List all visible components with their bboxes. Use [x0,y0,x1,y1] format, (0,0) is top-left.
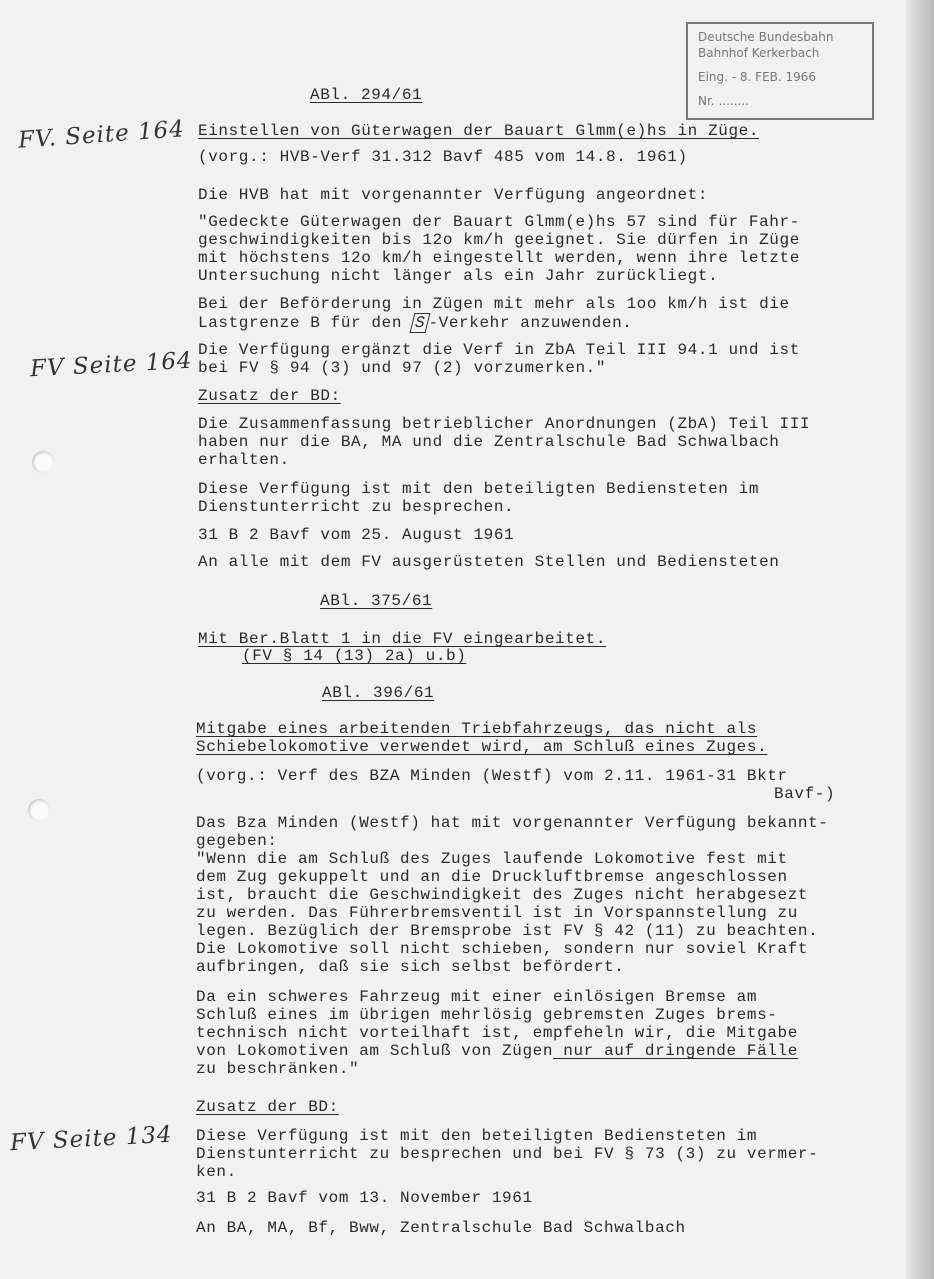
quote-line: "Gedeckte Güterwagen der Bauart Glmm(e)hs 57 sind für Fahr- [198,213,800,231]
paragraph-line: gegeben: [196,832,278,850]
section-title: Einstellen von Güterwagen der Bauart Glmm(e)hs in Züge. [198,122,760,140]
zusatz-heading: Zusatz der BD: [196,1098,339,1116]
paragraph-line: ken. [196,1163,237,1181]
quote-line: "Wenn die am Schluß des Zuges laufende Lokomotive fest mit [196,850,788,868]
paragraph-line: Mit Ber.Blatt 1 in die FV eingearbeitet. [198,630,607,648]
abl-heading: ABl. 396/61 [322,684,435,702]
stamp-line: Nr. ........ [698,94,749,108]
paragraph-line: von Lokomotiven am Schluß von Zügen nur auf dringende Fälle [196,1042,798,1060]
paragraph-line: zu beschränken." [196,1060,360,1078]
paragraph-line: Dienstunterricht zu besprechen und bei FV § 73 (3) zu vermer- [196,1145,819,1163]
page-edge [906,0,934,1279]
receipt-stamp [686,22,874,120]
abl-heading: ABl. 375/61 [320,592,433,610]
punch-hole [32,451,54,473]
quote-line: aufbringen, daß sie sich selbst befördert. [196,958,625,976]
paragraph-line: technisch nicht vorteilhaft ist, empfeheln wir, die Mitgabe [196,1024,798,1042]
quote-line: Untersuchung nicht länger als ein Jahr zurückliegt. [198,267,719,285]
reference: (vorg.: Verf des BZA Minden (Westf) vom 2.11. 1961-31 Bktr [196,767,788,785]
margin-note: FV. Seite 164 [17,116,186,154]
quote-line: zu werden. Das Führerbremsventil ist in Vorspannstellung zu [196,904,798,922]
distribution-line: An alle mit dem FV ausgerüsteten Stellen und Bediensteten [198,553,780,571]
paragraph-line: Schluß eines im übrigen mehrlösig gebremsten Zuges brems- [196,1006,778,1024]
quote-line: ist, braucht die Geschwindigkeit des Zuges nicht herabgesezt [196,886,809,904]
date-line: 31 B 2 Bavf vom 25. August 1961 [198,526,515,544]
paragraph-line: Diese Verfügung ist mit den beteiligten Bediensteten im [198,480,760,498]
paragraph-line: haben nur die BA, MA und die Zentralschule Bad Schwalbach [198,433,780,451]
section-title: Schiebelokomotive verwendet wird, am Schluß eines Zuges. [196,738,768,756]
paragraph-line: Dienstunterricht zu besprechen. [198,498,515,516]
quote-line: mit höchstens 12o km/h eingestellt werden, wenn ihre letzte [198,249,800,267]
quote-line: geschwindigkeiten bis 12o km/h geeignet. Sie dürfen in Züge [198,231,800,249]
paragraph-line: Die HVB hat mit vorgenannter Verfügung angeordnet: [198,186,709,204]
stamp-line: Bahnhof Kerkerbach [698,46,820,60]
margin-note: FV Seite 164 [29,347,194,383]
quote-line: Die Lokomotive soll nicht schieben, sondern nur soviel Kraft [196,940,809,958]
paragraph-line: Die Zusammenfassung betrieblicher Anordnungen (ZbA) Teil III [198,415,811,433]
zusatz-heading: Zusatz der BD: [198,387,341,405]
paragraph-line: (FV § 14 (13) 2a) u.b) [242,647,467,665]
date-line: 31 B 2 Bavf vom 13. November 1961 [196,1189,533,1207]
paragraph-line: Bei der Beförderung in Zügen mit mehr als 1oo km/h ist die [198,295,790,313]
quote-line: legen. Bezüglich der Bremsprobe ist FV § 42 (11) zu beachten. [196,922,819,940]
quote-line: dem Zug gekuppelt und an die Druckluftbremse angeschlossen [196,868,788,886]
paragraph-line: Diese Verfügung ist mit den beteiligten Bediensteten im [196,1127,758,1145]
paragraph-line: Die Verfügung ergänzt die Verf in ZbA Teil III 94.1 und ist [198,341,800,359]
paragraph-line: erhalten. [198,451,290,469]
distribution-line: An BA, MA, Bf, Bww, Zentralschule Bad Schwalbach [196,1219,686,1237]
reference: (vorg.: HVB-Verf 31.312 Bavf 485 vom 14.8. 1961) [198,148,688,166]
paragraph-line: Lastgrenze B für den S-Verkehr anzuwenden. [198,314,633,332]
stamp-line: Deutsche Bundesbahn [698,30,834,44]
boxed-symbol: S [410,313,431,333]
punch-hole [28,799,50,821]
paragraph-line: Das Bza Minden (Westf) hat mit vorgenannter Verfügung bekannt- [196,814,829,832]
underlined-phrase: nur auf dringende Fälle [553,1042,798,1060]
margin-note: FV Seite 134 [9,1121,174,1157]
reference: Bavf-) [774,785,836,803]
stamp-line: Eing. - 8. FEB. 1966 [698,70,817,84]
section-title: Mitgabe eines arbeitenden Triebfahrzeugs, das nicht als [196,720,758,738]
abl-heading: ABl. 294/61 [310,86,423,104]
paragraph-line: bei FV § 94 (3) und 97 (2) vorzumerken." [198,359,607,377]
paragraph-line: Da ein schweres Fahrzeug mit einer einlösigen Bremse am [196,988,758,1006]
